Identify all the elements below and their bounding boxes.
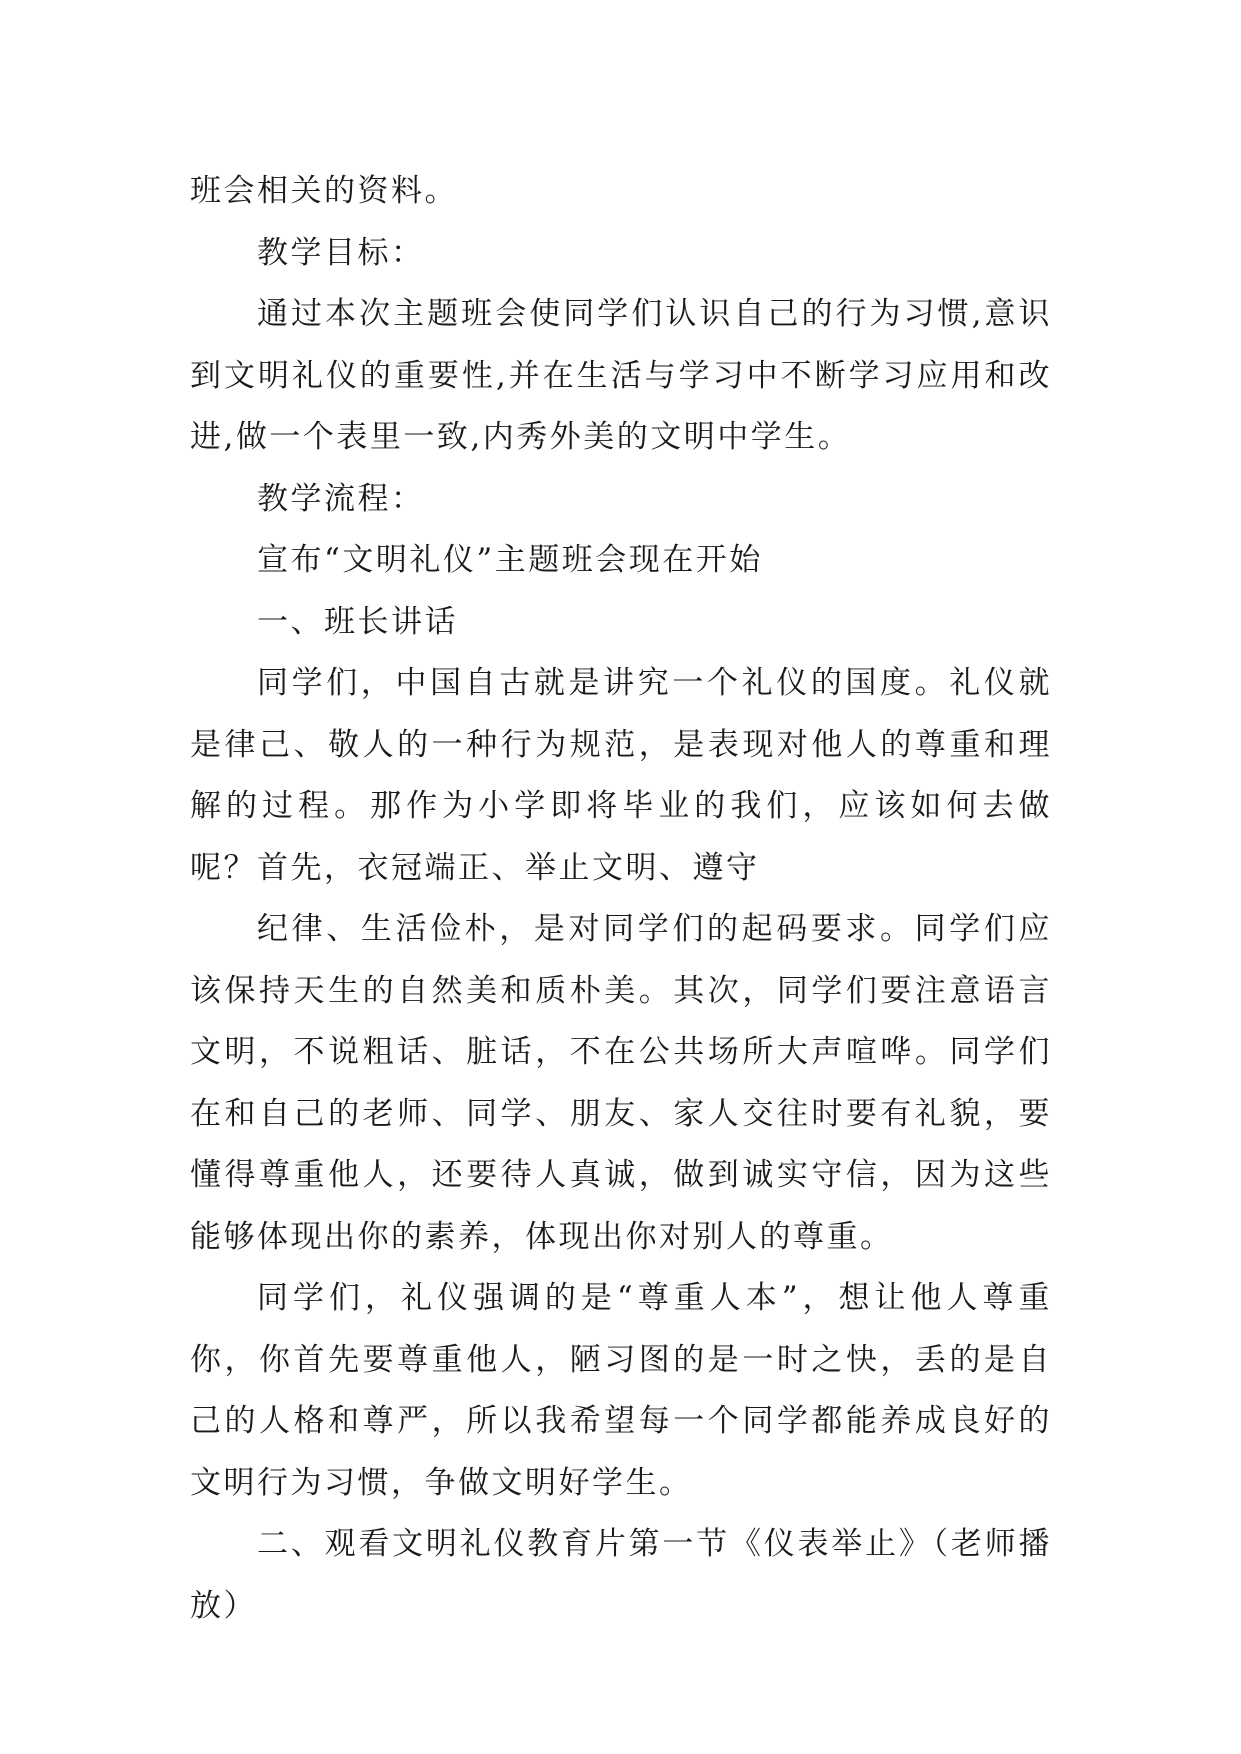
paragraph-speech-2: 纪律、生活俭朴，是对同学们的起码要求。同学们应该保持天生的自然美和质朴美。其次，同学们要注意语言文明，不说粗话、脏话，不在公共场所大声喧哗。同学们在和自己的老师、同学、朋友、家人交往时要有礼貌，要懂得尊重他人，还要待人真诚，做到诚实守信，因为这些能够体现出你的素养，体现出你对别人的尊重。 <box>190 911 1052 1255</box>
paragraph-speech-1: 同学们，中国自古就是讲究一个礼仪的国度。礼仪就是律己、敬人的一种行为规范，是表现对他人的尊重和理解的过程。那作为小学即将毕业的我们，应该如何去做呢？首先，衣冠端正、举止文明、遵守 <box>190 665 1052 886</box>
document-body <box>190 161 1052 1637</box>
paragraph-announcement: 宣布“文明礼仪”主题班会现在开始 <box>257 542 763 578</box>
section-heading-monitor-speech: 一、班长讲话 <box>257 603 458 640</box>
paragraph-materials: 班会相关的资料。 <box>190 173 458 209</box>
heading-teaching-goals: 教学目标： <box>257 234 425 271</box>
section-heading-watch-video: 二、观看文明礼仪教育片第一节《仪表举止》（老师播放） <box>190 1526 1052 1624</box>
paragraph-speech-3: 同学们，礼仪强调的是“尊重人本”，想让他人尊重你，你首先要尊重他人，陋习图的是一时之快，丢的是自己的人格和尊严，所以我希望每一个同学都能养成良好的文明行为习惯，争做文明好学生。 <box>190 1280 1052 1501</box>
paragraph-teaching-goals: 通过本次主题班会使同学们认识自己的行为习惯,意识到文明礼仪的重要性,并在生活与学习中不断学习应用和改进,做一个表里一致,内秀外美的文明中学生。 <box>190 296 1052 455</box>
heading-teaching-process: 教学流程： <box>257 480 425 517</box>
